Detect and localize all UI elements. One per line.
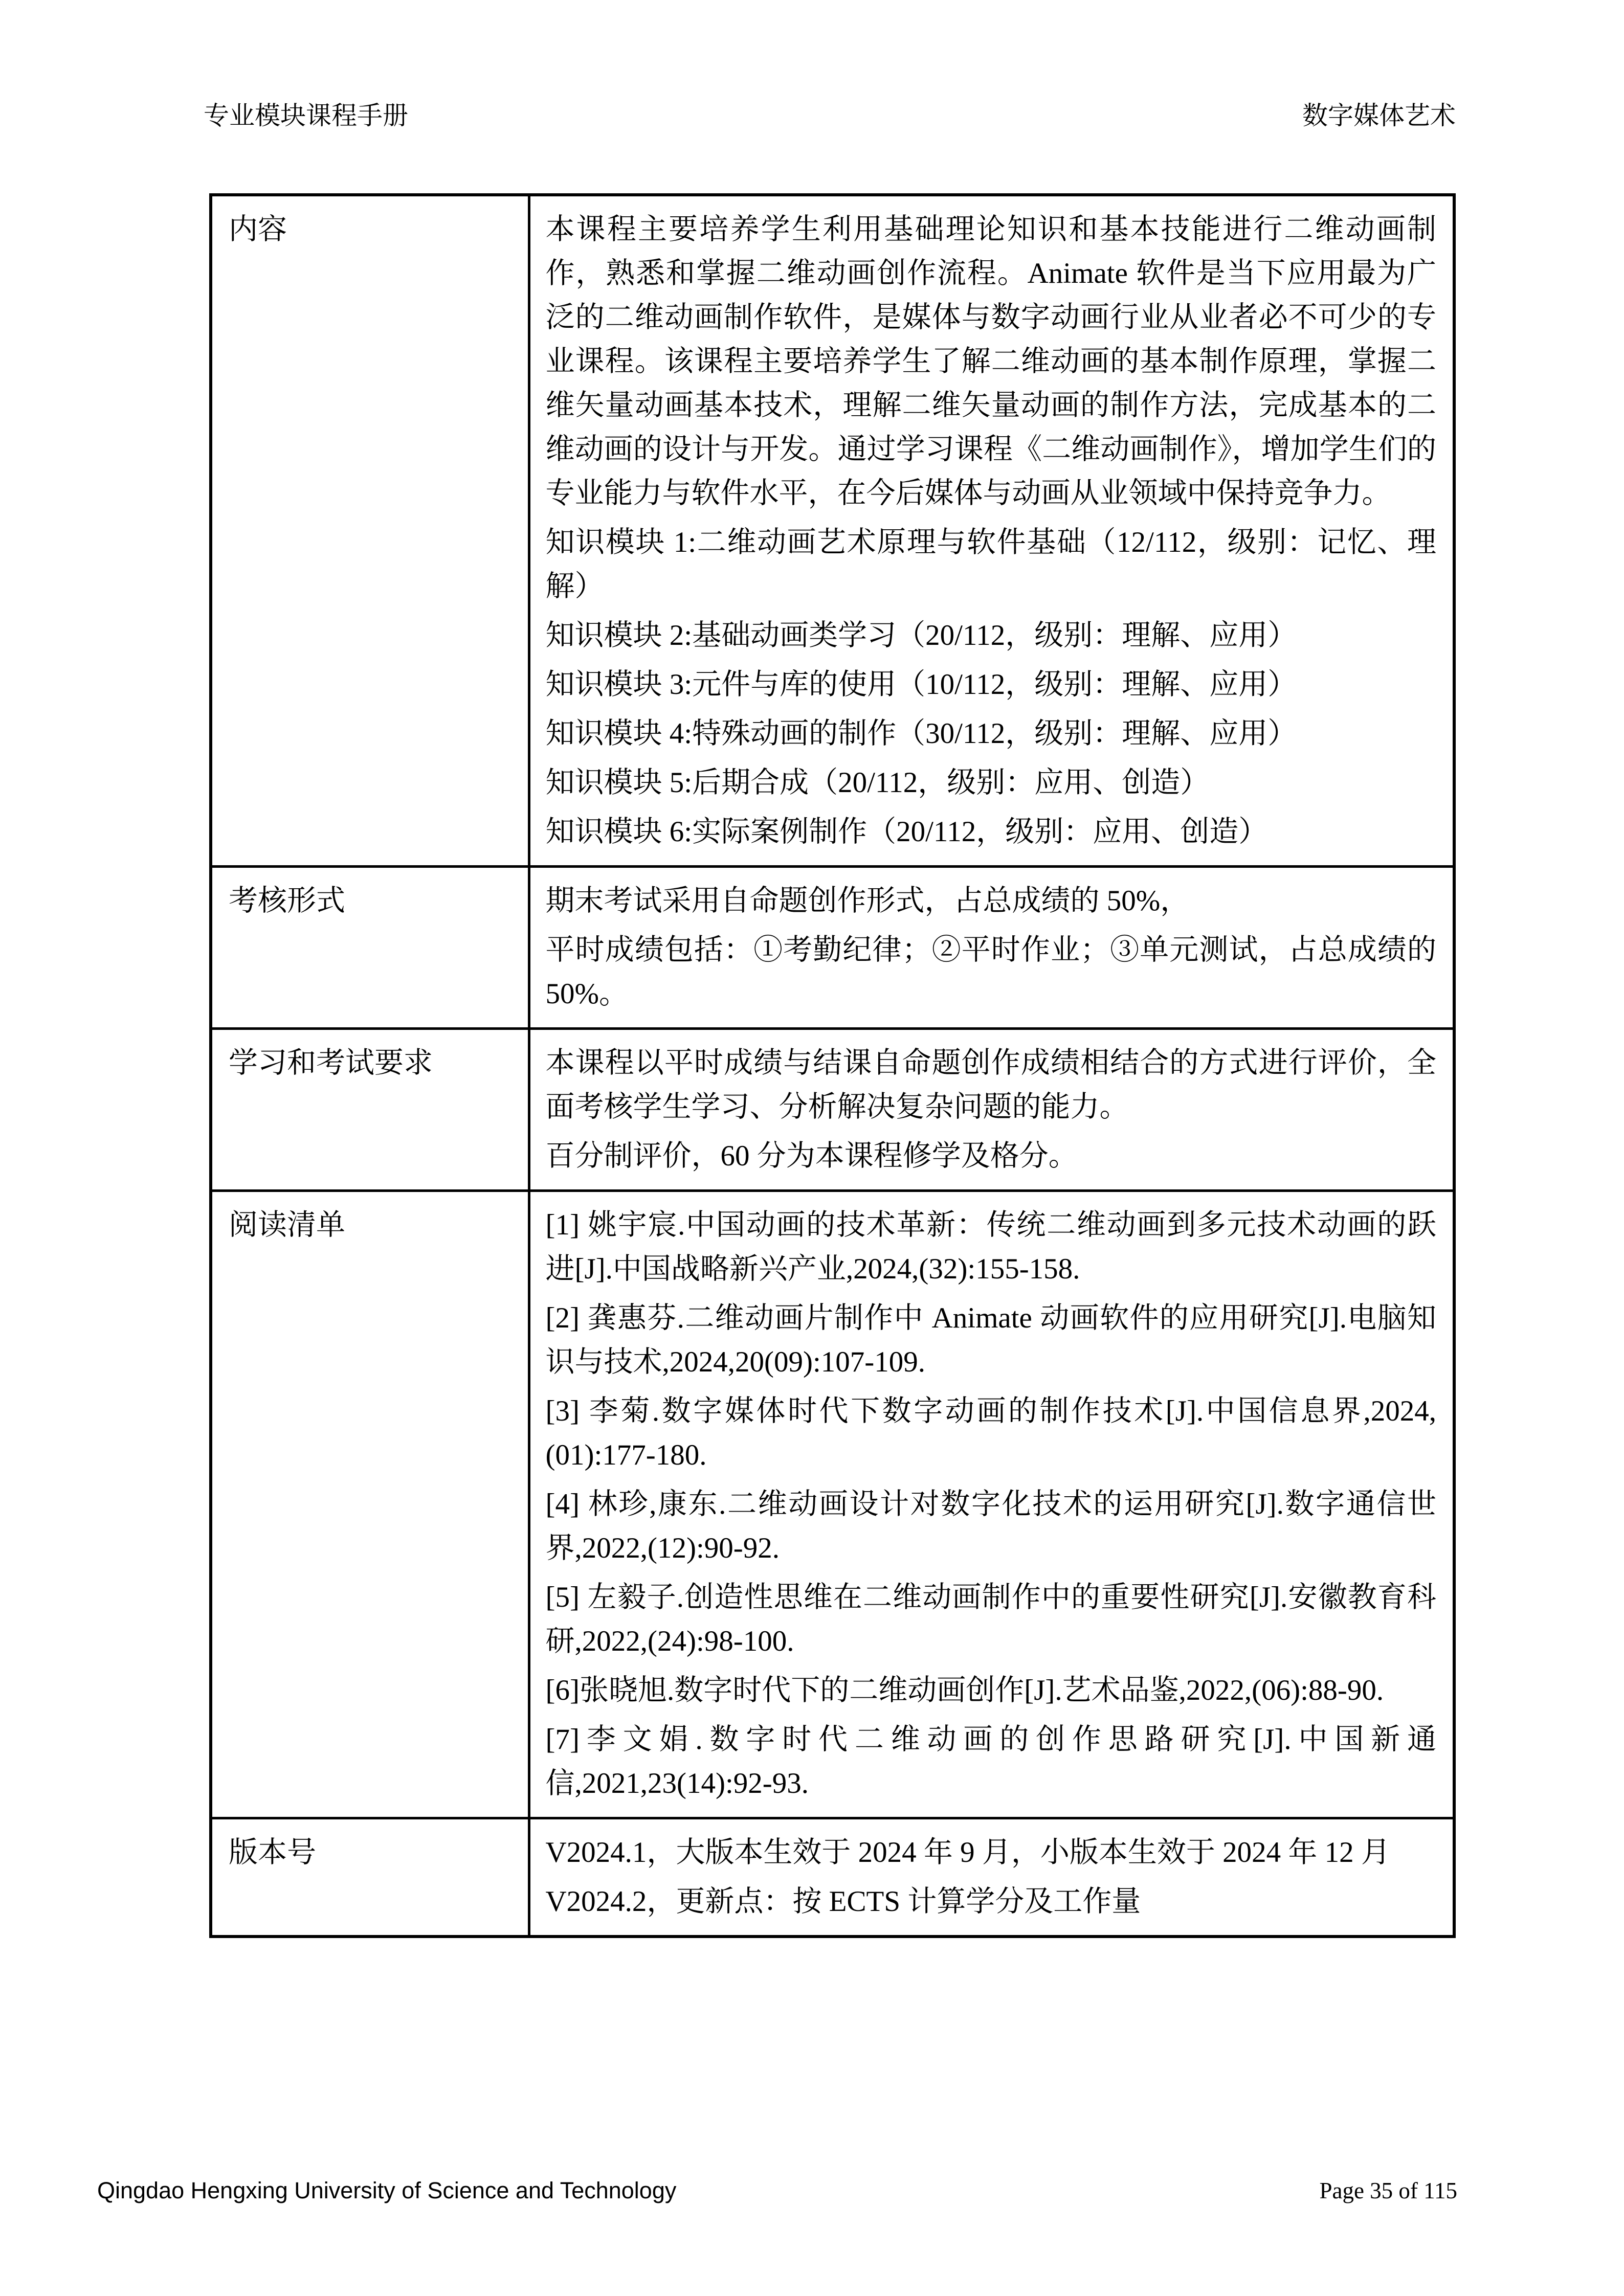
reference-5: [5] 左毅子.创造性思维在二维动画制作中的重要性研究[J].安徽教育科研,2022,(24):98-100. [545, 1581, 1436, 1657]
reference-7: [7]李文娟.数字时代二维动画的创作思路研究[J].中国新通信,2021,23(14):92-93. [545, 1723, 1436, 1799]
row-value-assessment-form [529, 867, 1454, 1029]
paragraph-module-3: 知识模块 3:元件与库的使用（10/112，级别：理解、应用） [545, 668, 1297, 701]
row-label-study-exam-requirements: 学习和考试要求 [211, 1029, 529, 1191]
page-footer [97, 2177, 1457, 2204]
table-row-assessment-form [211, 867, 1454, 1029]
table-row-study-exam-requirements [211, 1029, 1454, 1191]
paragraph-final-exam: 期末考试采用自命题创作形式，占总成绩的 50%， [545, 885, 1190, 917]
paragraph-evaluation-method: 本课程以平时成绩与结课自命题创作成绩相结合的方式进行评价，全面考核学生学习、分析解决复杂问题的能力。 [545, 1047, 1436, 1123]
header-title-right: 数字媒体艺术 [1302, 101, 1456, 130]
row-label-reading-list: 阅读清单 [211, 1191, 529, 1818]
paragraph-regular-grade: 平时成绩包括：①考勤纪律；②平时作业；③单元测试，占总成绩的 50%。 [545, 934, 1436, 1010]
reference-4: [4] 林珍,康东.二维动画设计对数字化技术的运用研究[J].数字通信世界,2022,(12):90-92. [545, 1488, 1436, 1564]
paragraph-passing-score: 百分制评价，60 分为本课程修学及格分。 [545, 1140, 1078, 1172]
page-header [204, 100, 1456, 131]
paragraph-version-2: V2024.2，更新点：按 ECTS 计算学分及工作量 [545, 1885, 1141, 1918]
paragraph-version-1: V2024.1，大版本生效于 2024 年 9 月，小版本生效于 2024 年 12 月 [545, 1836, 1390, 1869]
course-info-table [209, 193, 1456, 1938]
reference-2: [2] 龚惠芬.二维动画片制作中 Animate 动画软件的应用研究[J].电脑知识与技术,2024,20(09):107-109. [545, 1302, 1436, 1378]
row-label-assessment-form: 考核形式 [211, 867, 529, 1029]
paragraph-course-description: 本课程主要培养学生利用基础理论知识和基本技能进行二维动画制作，熟悉和掌握二维动画创作流程。Animate 软件是当下应用最为广泛的二维动画制作软件，是媒体与数字动画行业从业者必不可少的专业课程。该课程主要培养学生了解二维动画的基本制作原理，掌握二维矢量动画基本技术，理解二维矢量动画的制作方法，完成基本的二维动画的设计与开发。通过学习课程《二维动画制作》，增加学生们的专业能力与软件水平，在今后媒体与动画从业领域中保持竞争力。 [545, 213, 1436, 509]
table-row-reading-list [211, 1191, 1454, 1818]
row-value-version [529, 1818, 1454, 1937]
paragraph-module-6: 知识模块 6:实际案例制作（20/112，级别：应用、创造） [545, 816, 1268, 848]
footer-page-number: Page 35 of 115 [1319, 2178, 1457, 2203]
row-label-version: 版本号 [211, 1818, 529, 1937]
header-title-left: 专业模块课程手册 [204, 101, 408, 130]
row-value-reading-list [529, 1191, 1454, 1818]
footer-university-name: Qingdao Hengxing University of Science and Technology [97, 2177, 677, 2203]
table-row-version [211, 1818, 1454, 1937]
table-row-content [211, 195, 1454, 867]
reference-6: [6]张晓旭.数字时代下的二维动画创作[J].艺术品鉴,2022,(06):88-90. [545, 1674, 1384, 1706]
paragraph-module-4: 知识模块 4:特殊动画的制作（30/112，级别：理解、应用） [545, 717, 1297, 750]
reference-1: [1] 姚宇宸.中国动画的技术革新：传统二维动画到多元技术动画的跃进[J].中国战略新兴产业,2024,(32):155-158. [545, 1209, 1436, 1285]
reference-3: [3] 李菊.数字媒体时代下数字动画的制作技术[J].中国信息界,2024,(01):177-180. [545, 1395, 1436, 1471]
paragraph-module-2: 知识模块 2:基础动画类学习（20/112，级别：理解、应用） [545, 619, 1297, 651]
row-value-study-exam-requirements [529, 1029, 1454, 1191]
row-label-content: 内容 [211, 195, 529, 867]
row-value-content [529, 195, 1454, 867]
paragraph-module-1: 知识模块 1:二维动画艺术原理与软件基础（12/112，级别：记忆、理解） [545, 526, 1436, 602]
paragraph-module-5: 知识模块 5:后期合成（20/112，级别：应用、创造） [545, 767, 1210, 799]
